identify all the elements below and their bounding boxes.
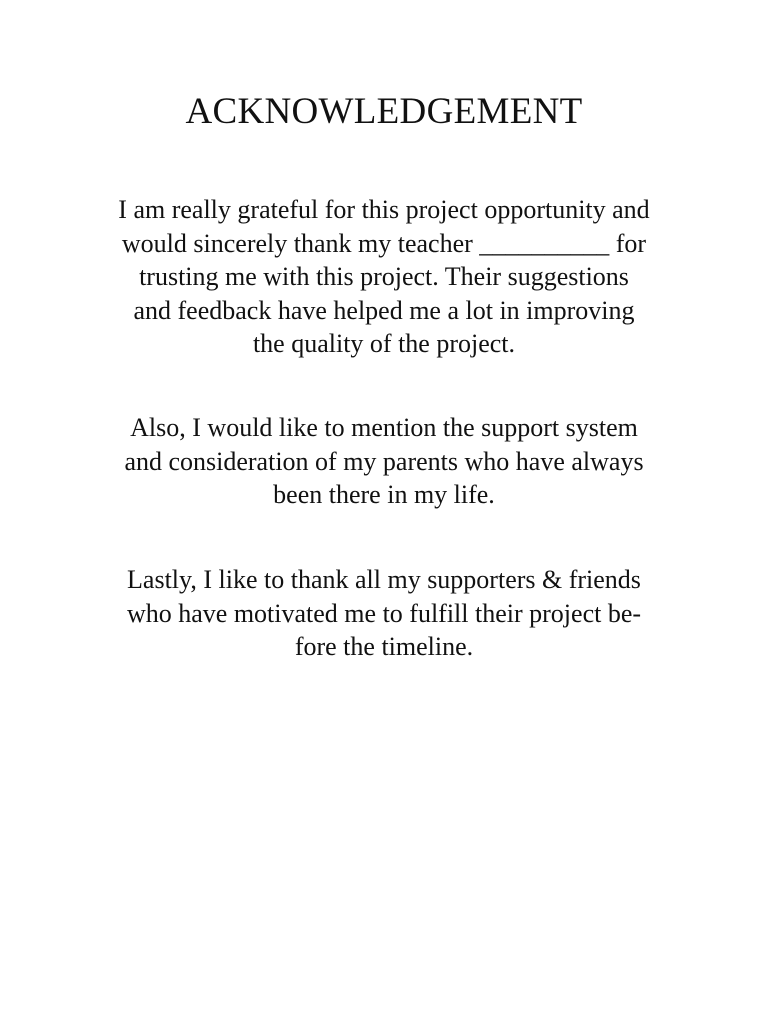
- text-line: and feedback have helped me a lot in improving: [133, 295, 635, 325]
- page-title: ACKNOWLEDGEMENT: [185, 91, 583, 132]
- text-line: Also, I would like to mention the support system: [130, 413, 638, 442]
- text-line: been there in my life.: [273, 480, 495, 509]
- text-line: who have motivated me to fulfill their project be-: [126, 598, 642, 628]
- paragraph-gratitude-teacher: [84, 193, 684, 361]
- text-line: the quality of the project.: [252, 329, 516, 358]
- text-line: trusting me with this project. Their suggestions: [139, 262, 629, 291]
- text-line: and consideration of my parents who have always: [124, 446, 644, 476]
- text-line: fore the timeline.: [294, 632, 474, 661]
- paragraph-friends-thanks: [84, 563, 684, 664]
- text-line: would sincerely thank my teacher __________ for: [121, 228, 647, 258]
- paragraph-parents-support: [84, 411, 684, 512]
- text-line: I am really grateful for this project opportunity and: [118, 195, 650, 224]
- text-line: Lastly, I like to thank all my supporters & friends: [127, 565, 641, 594]
